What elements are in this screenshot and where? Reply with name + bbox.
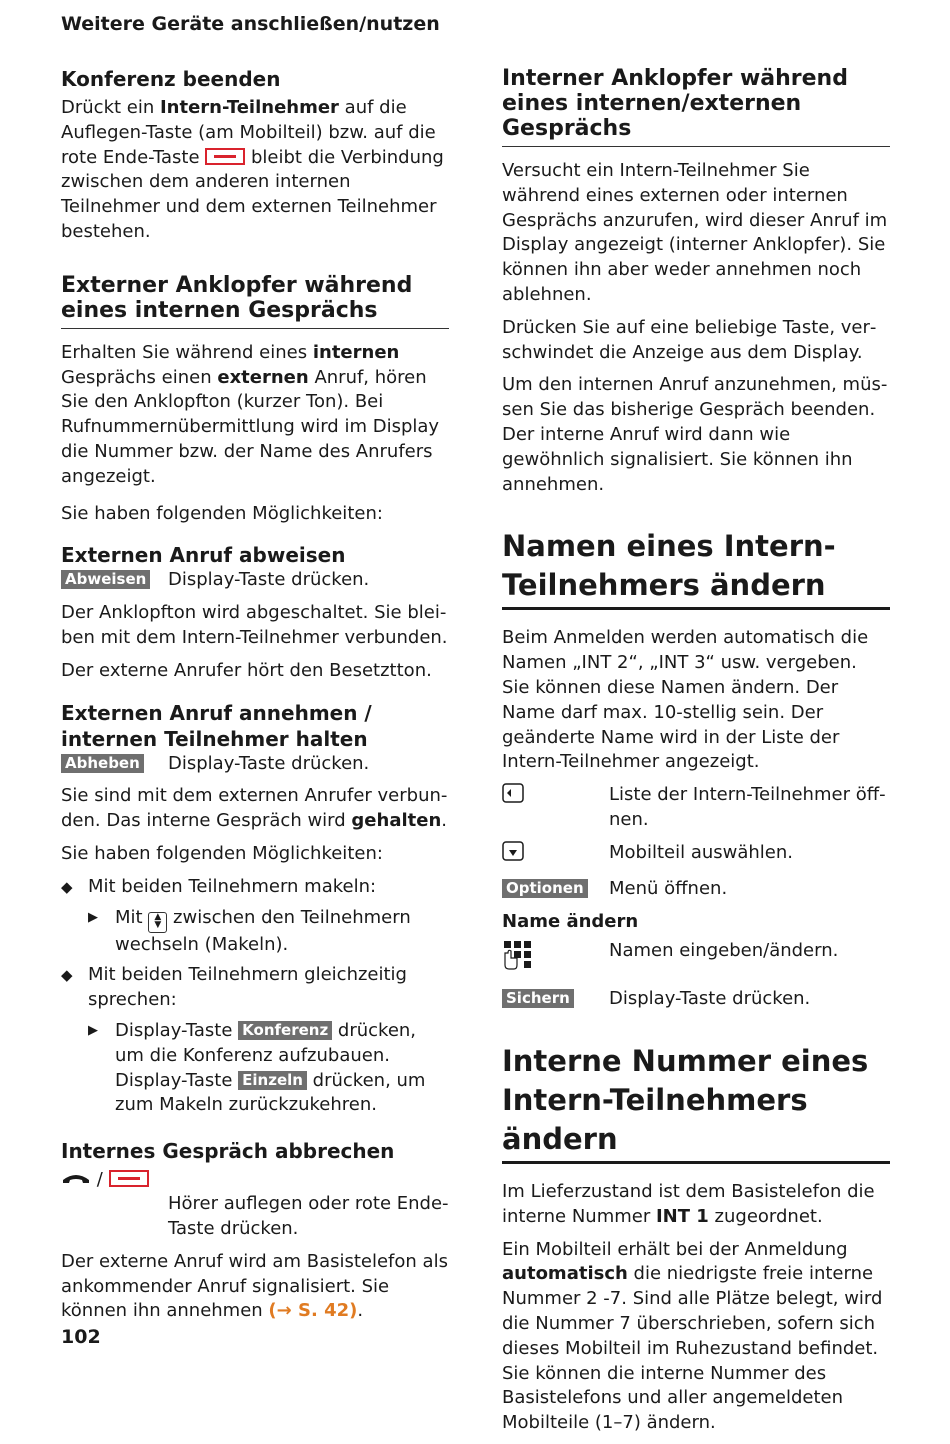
list-item: ◆ Mit beiden Teilnehmern gleichzeitig sprechen: — [61, 963, 449, 1013]
step-row: Abheben Display-Taste drücken. — [61, 752, 449, 777]
step-row: Hörer auflegen oder rote Ende-Taste drücken. — [168, 1193, 449, 1239]
list-item: ▶ Mit ▲ ▼ zwischen den Teilnehmern wechseln (Makeln). — [88, 906, 449, 958]
paragraph: Der externe Anruf wird am Basistelefon als ankommender Anruf signalisiert. Sie können ihn annehmen (→ S. 42). — [61, 1250, 448, 1322]
heading-interner-anklopfer: Interner Anklopfer während eines internen/externen Gesprächs — [502, 66, 890, 147]
step-row: Abweisen Display-Taste drücken. — [61, 568, 449, 593]
display-key-abweisen: Abweisen — [61, 570, 150, 589]
display-key-konferenz: Konferenz — [238, 1021, 332, 1040]
display-key-einzeln: Einzeln — [238, 1071, 307, 1090]
list-item: ◆ Mit beiden Teilnehmern makeln: — [61, 875, 449, 900]
end-key-icon — [109, 1170, 149, 1187]
paragraph: Sie haben folgenden Möglichkeiten: — [61, 502, 383, 524]
hangup-keys: / — [61, 1168, 449, 1192]
paragraph: Drücken Sie auf eine beliebige Taste, verschwindet die Anzeige aus dem Display. — [502, 316, 877, 363]
list-item: ▶ Display-Taste Konferenz drücken, um die Konferenz aufzubauen. Display-Taste Einzeln drücken, um zum Makeln zurückzukehren. — [88, 1019, 449, 1118]
paragraph: Der externe Anrufer hört den Besetztton. — [61, 659, 432, 681]
paragraph: Versucht ein Intern-Teilnehmer Sie während eines externen oder internen Gesprächs anzurufen, wird dieser Anruf im Display angezeigt (interner Anklopfer). Sie können ihn aber weder annehmen noch ablehnen. — [502, 160, 888, 305]
subheading-name-aendern: Name ändern — [502, 911, 639, 933]
handset-icon — [61, 1170, 91, 1186]
heading-namen-aendern: Namen eines Intern-Teilnehmers ändern — [502, 527, 890, 610]
nav-key-icon: ▲ ▼ — [148, 912, 167, 933]
triangle-bullet-icon: ▶ — [88, 1022, 98, 1038]
list-open-icon — [502, 783, 524, 803]
diamond-bullet-icon: ◆ — [61, 966, 73, 985]
paragraph: Sie haben folgenden Möglichkeiten: — [61, 842, 383, 864]
keypad-icon — [502, 939, 536, 971]
heading-interne-nummer: Interne Nummer eines Intern-Teilnehmers ändern — [502, 1042, 890, 1164]
heading-anruf-abweisen: Externen Anruf abweisen — [61, 543, 346, 568]
triangle-bullet-icon: ▶ — [88, 909, 98, 925]
paragraph: Ein Mobilteil erhält bei der Anmeldung automatisch die niedrigste freie interne Nummer 2 -7. Sind alle Plätze belegt, wird die Nummer 7 überschrieben, sofern sich dieses Mobilteil im Ruhezustand befindet. Sie können die interne Nummer des Basistelefons und aller angemeldeten Mobilteile (1–7) ändern. — [502, 1238, 883, 1434]
select-down-icon — [502, 841, 524, 861]
paragraph: Beim Anmelden werden automatisch die Namen „INT 2“, „INT 3“ usw. vergeben. Sie können diese Namen ändern. Der Name darf max. 10-stellig sein. Der geänderte Name wird in der Liste der Intern-Teilnehmer angezeigt. — [502, 627, 869, 773]
display-key-abheben: Abheben — [61, 754, 144, 773]
paragraph: Im Lieferzustand ist dem Basistelefon die interne Nummer INT 1 zugeordnet. — [502, 1180, 875, 1227]
paragraph: Der Anklopfton wird abgeschaltet. Sie bleiben mit dem Intern-Teilnehmer verbunden. — [61, 602, 448, 648]
paragraph: Drückt ein Intern-Teilnehmer auf die Auflegen-Taste (am Mobilteil) bzw. auf die rote Ende-Taste bleibt die Verbindung zwischen dem anderen internen Teilnehmer und dem externen Teilnehmer bestehen. — [61, 97, 444, 242]
end-key-icon — [205, 148, 245, 165]
display-key-sichern: Sichern — [502, 989, 574, 1008]
page-number: 102 — [61, 1326, 101, 1348]
paragraph: Sie sind mit dem externen Anrufer verbunden. Das interne Gespräch wird gehalten. — [61, 785, 448, 832]
step-row: Optionen Menü öffnen. — [502, 877, 890, 902]
step-row: Sichern Display-Taste drücken. — [502, 987, 890, 1012]
step-row: Namen eingeben/ändern. — [502, 939, 890, 979]
step-row: Liste der Intern-Teilnehmer öffnen. — [502, 783, 890, 833]
heading-konferenz-beenden: Konferenz beenden — [61, 67, 281, 91]
heading-gespraech-abbrechen: Internes Gespräch abbrechen — [61, 1139, 395, 1164]
diamond-bullet-icon: ◆ — [61, 877, 73, 896]
left-column — [61, 66, 449, 1332]
display-key-optionen: Optionen — [502, 879, 588, 898]
paragraph: Um den internen Anruf anzunehmen, müssen Sie das bisherige Gespräch beenden. Der interne Anruf wird dann wie gewöhnlich signalisiert. Sie können ihn annehmen. — [502, 374, 888, 495]
page-link[interactable]: (→ S. 42) — [268, 1300, 358, 1322]
right-column — [502, 66, 890, 1444]
heading-anruf-annehmen: Externen Anruf annehmen / internen Teilnehmer halten — [61, 700, 372, 751]
page-header: Weitere Geräte anschließen/nutzen — [61, 13, 440, 35]
step-row: Mobilteil auswählen. — [502, 841, 890, 869]
paragraph: Erhalten Sie während eines internen Gesprächs einen externen Anruf, hören Sie den Anklopfton (kurzer Ton). Bei Rufnummernübermittlung wird im Display die Nummer bzw. der Name des Anrufers angezeigt. — [61, 341, 440, 487]
heading-externer-anklopfer: Externer Anklopfer während eines internen Gesprächs — [61, 273, 449, 329]
